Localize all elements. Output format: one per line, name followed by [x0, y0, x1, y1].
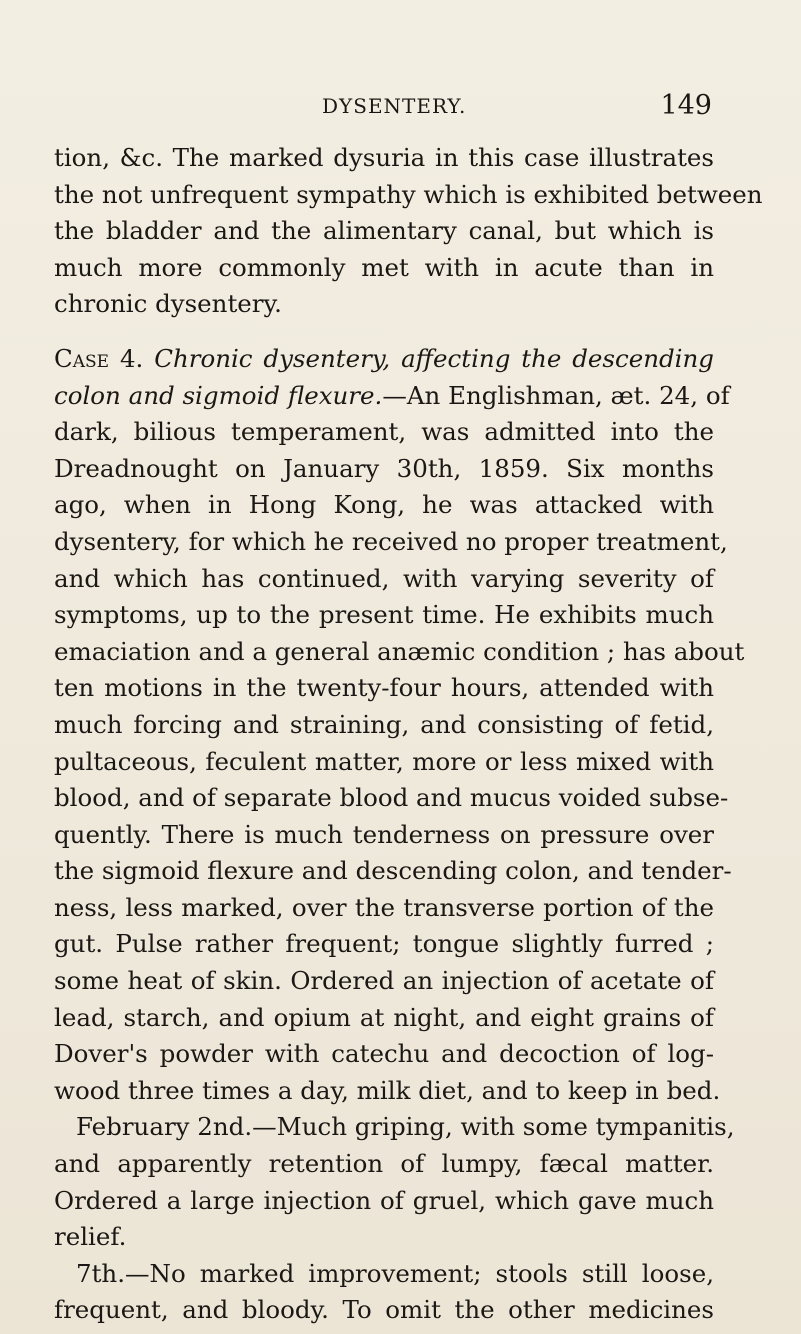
text-line: the sigmoid flexure and descending colon, and tender-	[54, 856, 732, 886]
text-line: emaciation and a general anæmic condition ; has about	[54, 636, 745, 666]
text-line: Ordered a large injection of gruel, which gave much	[54, 1185, 714, 1215]
text-line: symptoms, up to the present time. He exhibits much	[54, 600, 714, 630]
page-number: 149	[660, 90, 712, 121]
text-line: and which has continued, with varying severity of	[54, 563, 714, 593]
text-line: the not unfrequent sympathy which is exhibited between	[54, 179, 763, 209]
case-heading-line	[54, 341, 714, 378]
text-line: 7th.—No marked improvement; stools still loose,	[76, 1258, 714, 1288]
text-line: the bladder and the alimentary canal, but which is	[54, 216, 714, 246]
text-line: frequent, and bloody. To omit the other medicines	[54, 1295, 714, 1325]
text-line: dark, bilious temperament, was admitted into the	[54, 417, 714, 447]
text-line: chronic dysentery.	[54, 289, 282, 319]
text-line: dysentery, for which he received no proper treatment,	[54, 526, 728, 556]
text-line: quently. There is much tenderness on pressure over	[54, 819, 714, 849]
february-2nd-paragraph	[54, 1109, 735, 1255]
text-line: blood, and of separate blood and mucus voided subse-	[54, 783, 729, 813]
text-line: ago, when in Hong Kong, he was attacked with	[54, 490, 714, 520]
text-line: gut. Pulse rather frequent; tongue slightly furred ;	[54, 929, 714, 959]
text-line: and apparently retention of lumpy, fæcal matter.	[54, 1149, 714, 1179]
case-title-part-1: Chronic dysentery, affecting the descending	[154, 343, 714, 373]
text-line: February 2nd.—Much griping, with some tympanitis,	[76, 1112, 735, 1142]
page-header	[322, 90, 712, 126]
case-label: Case 4.	[54, 343, 144, 373]
paragraph-1	[54, 140, 763, 323]
text-line: some heat of skin. Ordered an injection of acetate of	[54, 966, 714, 996]
seventh-paragraph	[54, 1256, 714, 1329]
text-line: wood three times a day, milk diet, and to keep in bed.	[54, 1075, 721, 1105]
text-line: ten motions in the twenty-four hours, attended with	[54, 673, 714, 703]
text-line: much more commonly met with in acute than in	[54, 252, 714, 282]
text-line: Dreadnought on January 30th, 1859. Six months	[54, 453, 714, 483]
text-line: pultaceous, feculent matter, more or less mixed with	[54, 746, 714, 776]
text-line: tion, &c. The marked dysuria in this case illustrates	[54, 143, 714, 172]
case-heading-line-2	[54, 378, 730, 415]
text-line: lead, starch, and opium at night, and eight grains of	[54, 1002, 714, 1032]
text-line: relief.	[54, 1222, 127, 1252]
case-4-paragraph	[54, 341, 745, 1109]
text-line: Dover's powder with catechu and decoction of log-	[54, 1039, 714, 1069]
case-title-part-2: colon and sigmoid flexure.	[54, 380, 383, 410]
running-head: DYSENTERY.	[322, 94, 467, 118]
body-text	[54, 140, 763, 1329]
text-line: ness, less marked, over the transverse portion of the	[54, 892, 714, 922]
text-line: much forcing and straining, and consisting of fetid,	[54, 709, 714, 739]
case-intro: —An Englishman, æt. 24, of	[382, 380, 730, 410]
